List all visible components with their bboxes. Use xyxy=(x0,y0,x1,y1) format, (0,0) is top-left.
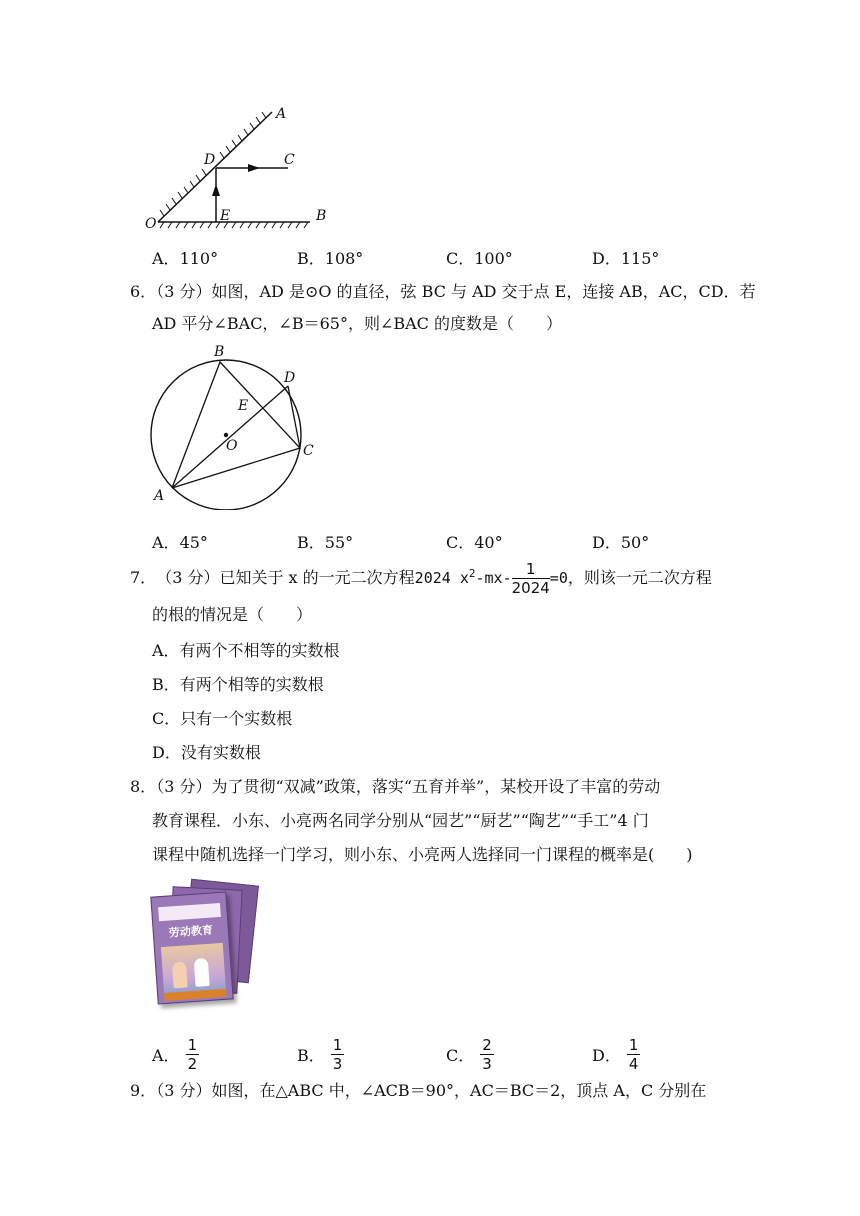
q5-label-B: B xyxy=(316,208,327,224)
q6-stem-line2: AD 平分∠BAC，∠B＝65°，则∠BAC 的度数是（ ） xyxy=(152,314,563,333)
q7-stem-line2: 的根的情况是（ ） xyxy=(152,605,313,624)
q8-option-b[interactable]: B． $\frac{1}{3}$ xyxy=(297,1036,343,1073)
q5-label-A: A xyxy=(276,106,287,122)
q5-label-E: E xyxy=(220,208,231,224)
q5-option-d[interactable]: D．115° xyxy=(592,249,660,268)
q6-option-c[interactable]: C．40° xyxy=(446,533,503,552)
q9-stem-line1: 9．（3 分）如图，在△ABC 中，∠ACB＝90°，AC＝BC＝2，顶点 A，C 分别在 xyxy=(130,1081,707,1100)
q8-option-c[interactable]: C． $\frac{2}{3}$ xyxy=(446,1036,492,1073)
q8-option-a[interactable]: A． $\frac{1}{2}$ xyxy=(152,1036,198,1073)
q5-figure xyxy=(140,100,340,230)
q6-stem-line1: 6．（3 分）如图，AD 是⊙O 的直径，弦 BC 与 AD 交于点 E，连接 AB，AC，CD．若 xyxy=(130,282,756,301)
q8-stem-line1: 8．（3 分）为了贯彻“双减”政策，落实“五育并举”，某校开设了丰富的劳动 xyxy=(130,777,661,796)
q8-stem-line2: 教育课程．小东、小亮两名同学分别从“园艺”“厨艺”“陶艺”“手工”4 门 xyxy=(152,811,649,830)
q6-label-C: C xyxy=(303,443,314,459)
q6-figure xyxy=(148,340,328,510)
q7-stem-line1: 7． （3 分） 已知关于 x 的一元二次方程 2024 x $^2$ -mx- $\frac{1}{2024}$ =0 ，则该一元二次方程 xyxy=(130,559,712,597)
q5-label-C: C xyxy=(284,152,295,168)
q6-label-D: D xyxy=(284,370,296,386)
q6-label-B: B xyxy=(214,344,225,360)
q8-stem-line3: 课程中随机选择一门学习，则小东、小亮两人选择同一门课程的概率是( ) xyxy=(152,845,693,864)
q6-label-A: A xyxy=(154,488,165,504)
q6-option-b[interactable]: B．55° xyxy=(297,533,354,552)
q8-option-d[interactable]: D． $\frac{1}{4}$ xyxy=(592,1036,639,1073)
q6-label-O: O xyxy=(226,438,238,454)
q7-option-b[interactable]: B．有两个相等的实数根 xyxy=(152,675,324,694)
q5-option-c[interactable]: C．100° xyxy=(446,249,513,268)
q5-option-a[interactable]: A．110° xyxy=(152,249,219,268)
q6-label-E: E xyxy=(238,398,249,414)
q6-option-a[interactable]: A．45° xyxy=(152,533,208,552)
textbook-image xyxy=(150,882,260,1008)
q7-option-a[interactable]: A．有两个不相等的实数根 xyxy=(152,641,340,660)
q7-equation: 2024 x $^2$ -mx- $\frac{1}{2024}$ =0 xyxy=(414,559,568,597)
q5-label-O: O xyxy=(145,216,157,230)
q5-label-D: D xyxy=(204,152,216,168)
q7-option-d[interactable]: D．没有实数根 xyxy=(152,743,261,762)
q6-option-d[interactable]: D．50° xyxy=(592,533,650,552)
q7-option-c[interactable]: C．只有一个实数根 xyxy=(152,709,293,728)
book-title: 劳动教育 xyxy=(168,923,214,940)
q5-option-b[interactable]: B．108° xyxy=(297,249,364,268)
